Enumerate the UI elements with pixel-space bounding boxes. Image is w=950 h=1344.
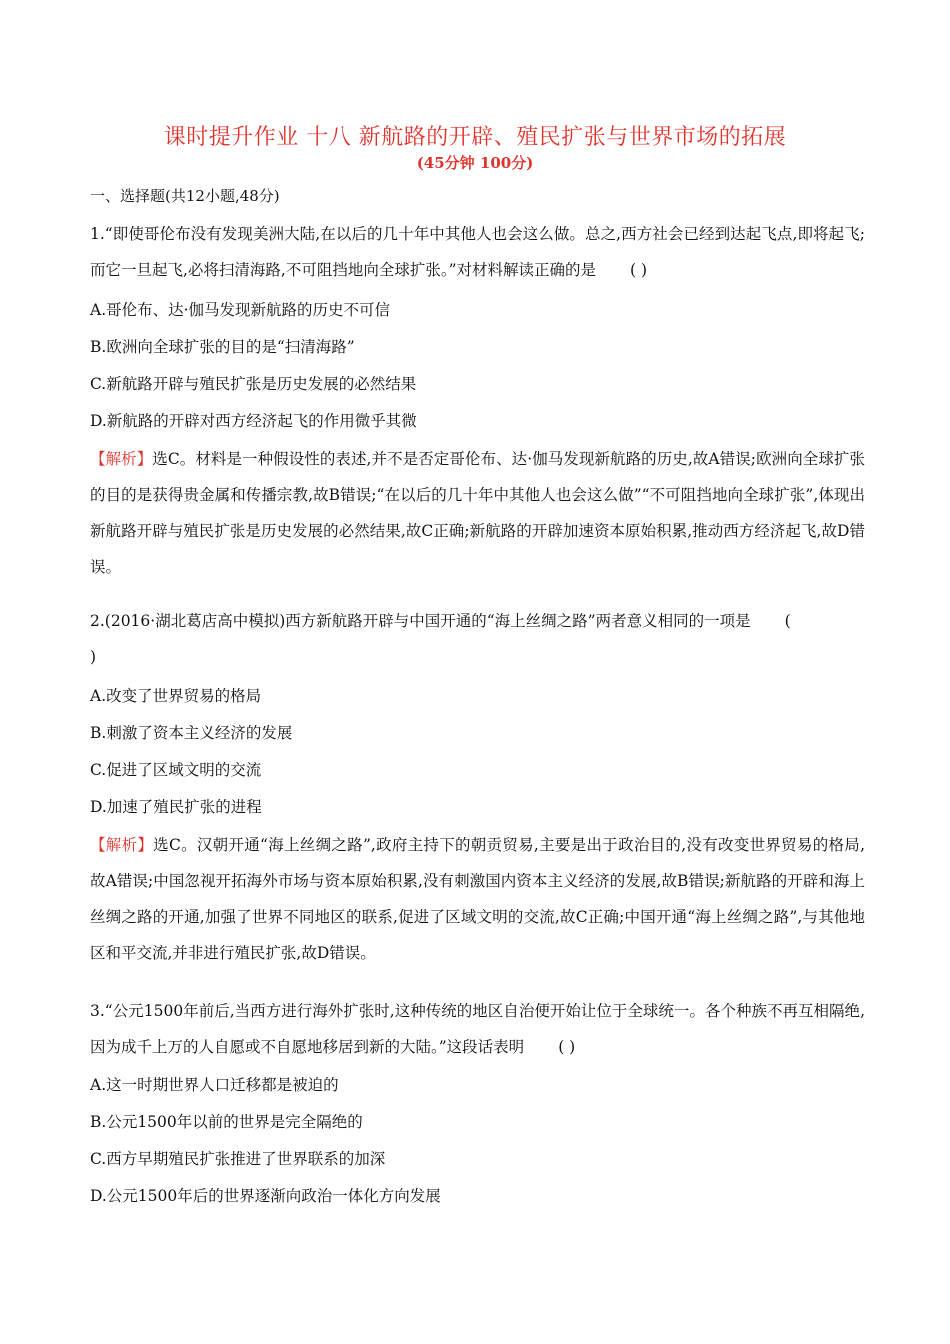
question-2-stem <box>90 603 865 675</box>
page-title: 课时提升作业 十八 新航路的开辟、殖民扩张与世界市场的拓展 <box>163 125 787 150</box>
question-2-option-a: A.改变了世界贸易的格局 <box>90 687 262 705</box>
answer-bracket-open: ( <box>784 612 791 630</box>
answer-bracket: ( ) <box>630 261 648 279</box>
question-3-option-b: B.公元1500年以前的世界是完全隔绝的 <box>90 1113 363 1131</box>
question-3-option-d: D.公元1500年后的世界逐渐向政治一体化方向发展 <box>90 1187 441 1205</box>
question-stem-text: 3.“公元1500年前后,当西方进行海外扩张时,这种传统的地区自治便开始让位于全球统一。各个种族不再互相隔绝,因为成千上万的人自愿或不自愿地移居到新的大陆。”这段话表明 <box>90 1002 865 1056</box>
question-3-option-c: C.西方早期殖民扩张推进了世界联系的加深 <box>90 1150 386 1168</box>
answer-bracket: ( ) <box>558 1038 576 1056</box>
section-heading: 一、选择题(共12小题,48分) <box>90 187 280 205</box>
question-1-stem <box>90 216 865 288</box>
question-2-option-c: C.促进了区域文明的交流 <box>90 761 262 779</box>
question-stem-text: 1.“即使哥伦布没有发现美洲大陆,在以后的几十年中其他人也会这么做。总之,西方社会已经到达起飞点,即将起飞;而它一旦起飞,必将扫清海路,不可阻挡地向全球扩张。”对材料解读正确的是 <box>90 225 865 279</box>
analysis-label: 【解析】 <box>90 450 153 468</box>
question-2-option-d: D.加速了殖民扩张的进程 <box>90 798 262 816</box>
question-3-option-a: A.这一时期世界人口迁移都是被迫的 <box>90 1076 339 1094</box>
question-2-option-b: B.刺激了资本主义经济的发展 <box>90 724 293 742</box>
question-stem-text: 2.(2016·湖北葛店高中模拟)西方新航路开辟与中国开通的“海上丝绸之路”两者意义相同的一项是 <box>90 612 751 630</box>
question-1-option-d: D.新航路的开辟对西方经济起飞的作用微乎其微 <box>90 412 417 430</box>
question-1-option-b: B.欧洲向全球扩张的目的是“扫清海路” <box>90 338 355 356</box>
analysis-text: 选C。汉朝开通“海上丝绸之路”,政府主持下的朝贡贸易,主要是出于政治目的,没有改变世界贸易的格局,故A错误;中国忽视开拓海外市场与资本原始积累,没有刺激国内资本主义经济的发展,故B错误;新航路的开辟和海上丝绸之路的开通,加强了世界不同地区的联系,促进了区域文明的交流,故C正确;中国开通“海上丝绸之路”,与其他地区和平交流,并非进行殖民扩张,故D错误。 <box>90 836 865 962</box>
analysis-label: 【解析】 <box>90 836 154 854</box>
question-2-analysis <box>90 827 865 971</box>
page-subtitle: (45分钟 100分) <box>416 154 534 172</box>
question-1-option-c: C.新航路开辟与殖民扩张是历史发展的必然结果 <box>90 375 417 393</box>
analysis-text: 选C。材料是一种假设性的表述,并不是否定哥伦布、达·伽马发现新航路的历史,故A错误;欧洲向全球扩张的目的是获得贵金属和传播宗教,故B错误;“在以后的几十年中其他人也会这么做”“不可阻挡地向全球扩张”,体现出新航路开辟与殖民扩张是历史发展的必然结果,故C正确;新航路的开辟加速资本原始积累,推动西方经济起飞,故D错误。 <box>90 450 865 576</box>
answer-bracket-close: ) <box>90 648 97 666</box>
question-3-stem <box>90 993 865 1065</box>
question-1-option-a: A.哥伦布、达·伽马发现新航路的历史不可信 <box>90 301 391 319</box>
question-1-analysis <box>90 441 865 585</box>
